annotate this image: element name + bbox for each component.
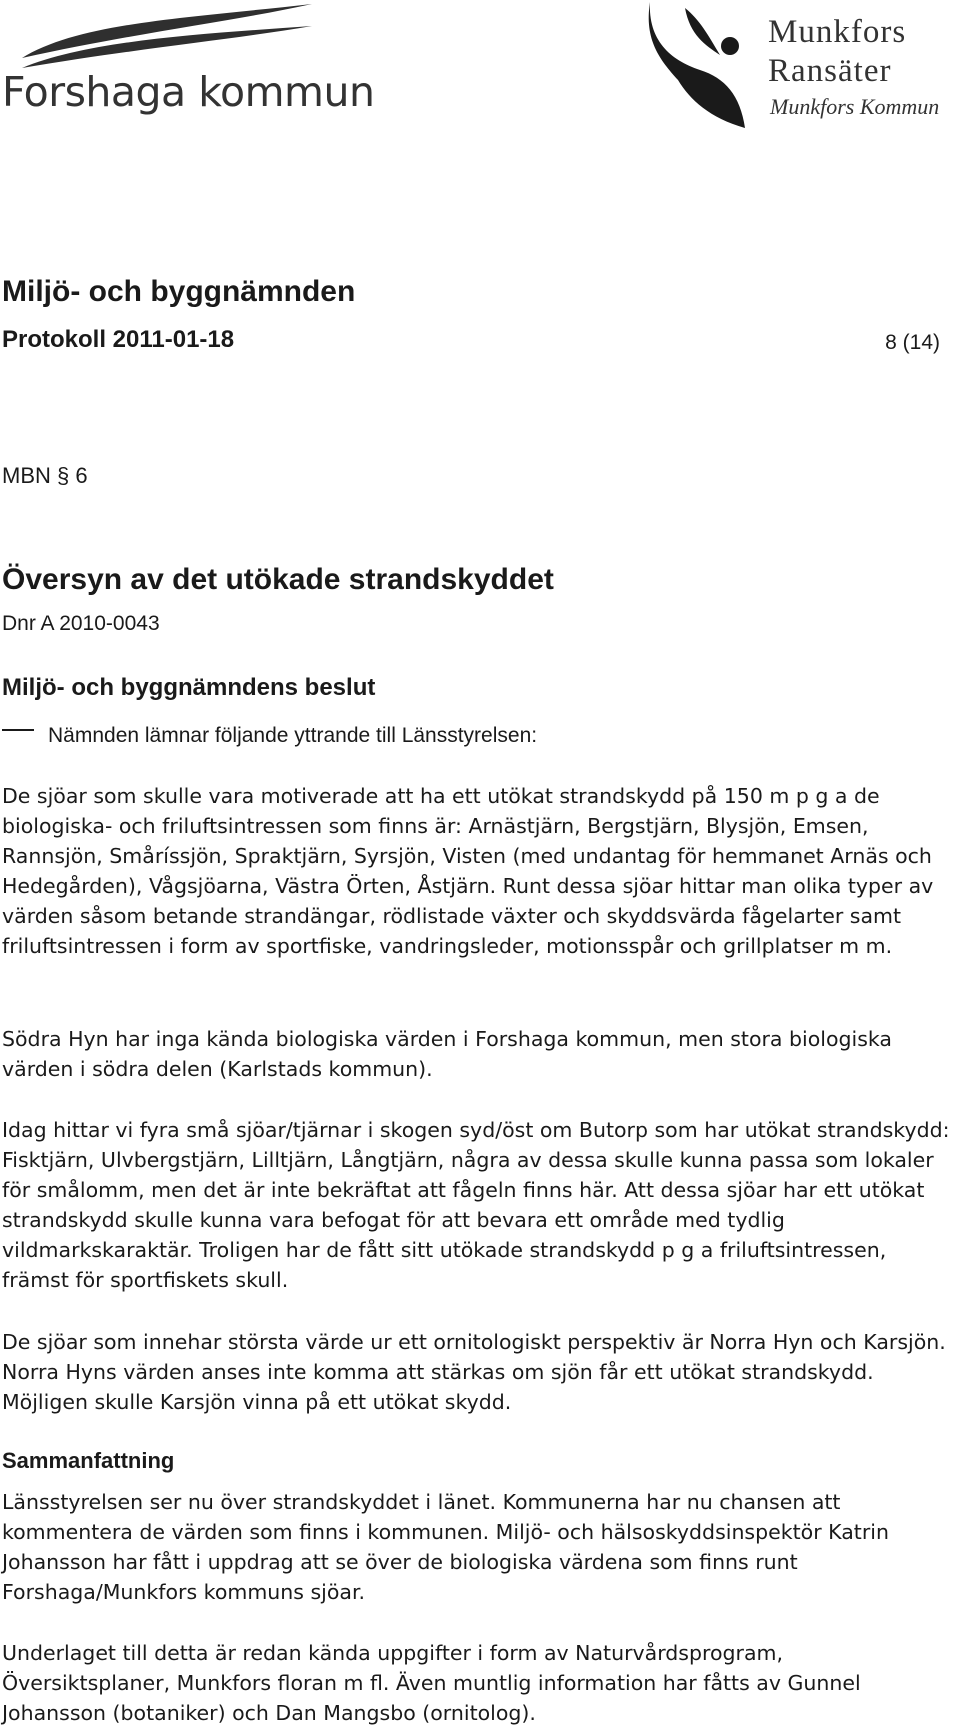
- page-number: 8 (14): [885, 331, 940, 354]
- dash-bullet-icon: [2, 729, 34, 731]
- logo-line-ransater: Ransäter: [768, 53, 892, 89]
- logo-line-kommun: Munkfors Kommun: [770, 94, 940, 119]
- forshaga-logo: [0, 0, 375, 120]
- summary-paragraph: Länsstyrelsen ser nu över strandskyddet i länet. Kommunerna har nu chansen att kommentera de värden som finns i kommunen. Miljö- och hälsoskyddsinspektör Katrin Johansson har fått i uppdrag att se över de biologiska värdena som finns runt Forshaga/Munkfors kommuns sjöar.: [2, 1490, 889, 1604]
- summary-paragraph: Underlaget till detta är redan kända uppgifter i form av Naturvårdsprogram, Översiktsplaner, Munkfors floran m fl. Även muntlig information har fåtts av Gunnel Johansson (botaniker) och Dan Mangsbo (ornitolog).: [2, 1641, 861, 1725]
- logo-line-munkfors: Munkfors: [768, 14, 907, 50]
- protocol-heading: Protokoll 2011-01-18: [2, 326, 235, 353]
- paragraph: Södra Hyn har inga kända biologiska värden i Forshaga kommun, men stora biologiska värden i södra delen (Karlstads kommun).: [2, 1027, 892, 1081]
- wave-swoosh-icon: [0, 0, 320, 70]
- decision-item-text: Nämnden lämnar följande yttrande till Länsstyrelsen:: [48, 724, 538, 747]
- flame-emblem-icon: [630, 0, 760, 130]
- decision-heading: Miljö- och byggnämndens beslut: [2, 674, 376, 701]
- paragraph: Idag hittar vi fyra små sjöar/tjärnar i skogen syd/öst om Butorp som har utökat strandskydd: Fisktjärn, Ulvbergstjärn, Lilltjärn, Långtjärn, några av dessa skulle kunna passa som lokaler för smålomm, men det är inte bekräftat att fågeln finns här. Att dessa sjöar har ett utökat strandskydd skulle kunna vara befogat för att bevara ett område med tydlig vildmarkskaraktär. Troligen har de fått sitt utökade strandskydd p g a friluftsintressen, främst för sportfiskets skull.: [2, 1118, 950, 1292]
- munkfors-ransater-logo: [630, 0, 960, 130]
- diary-number: Dnr A 2010-0043: [2, 612, 160, 635]
- summary-heading: Sammanfattning: [2, 1448, 175, 1473]
- document-title: Översyn av det utökade strandskyddet: [2, 563, 554, 596]
- forshaga-logo-text: Forshaga kommun: [2, 68, 375, 116]
- committee-heading: Miljö- och byggnämnden: [2, 275, 356, 308]
- section-reference: MBN § 6: [2, 463, 88, 488]
- decision-item: [2, 724, 537, 748]
- paragraph: De sjöar som innehar största värde ur ett ornitologiskt perspektiv är Norra Hyn och Karsjön. Norra Hyns värden anses inte komma att stärkas om sjön får ett utökat strandskydd. Möjligen skulle Karsjön vinna på ett utökat skydd.: [2, 1330, 946, 1414]
- paragraph: De sjöar som skulle vara motiverade att ha ett utökat strandskydd på 150 m p g a de biologiska- och friluftsintressen som finns är: Arnästjärn, Bergstjärn, Blysjön, Emsen, Rannsjön, Småríssjön, Spraktjärn, Syrsjön, Visten (med undantag för hemmanet Arnäs och Hedegården), Vågsjöarna, Västra Örten, Åstjärn. Runt dessa sjöar hittar man olika typer av värden såsom betande strandängar, rödlistade växter och skyddsvärda fågelarter samt friluftsintressen i form av sportfiske, vandringsleder, motionsspår och grillplatser m m.: [2, 784, 934, 958]
